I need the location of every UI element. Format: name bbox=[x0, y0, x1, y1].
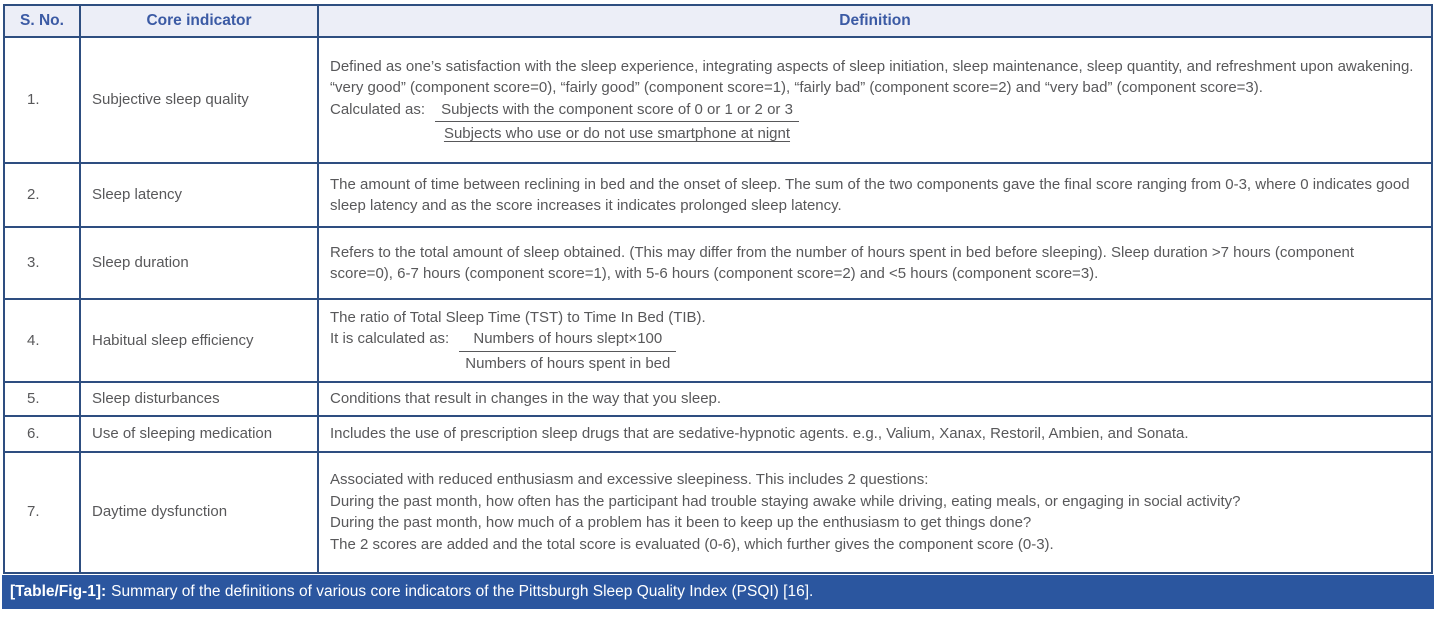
definition-text: Refers to the total amount of sleep obtained. (This may differ from the number of hours spent in bed before sleeping). Sleep duration >7 hours (component score=0), 6-7 hours (component score=1), with 5-6 hours (component score=2) and <5 hours (component score=3). bbox=[330, 243, 1355, 282]
sno-cell: 5. bbox=[4, 382, 80, 416]
definition-text: The 2 scores are added and the total score is evaluated (0-6), which further gives the component score (0-3). bbox=[330, 535, 1054, 553]
table-row bbox=[4, 382, 1432, 416]
formula-label: It is calculated as: bbox=[330, 330, 450, 348]
core-indicator-cell: Daytime dysfunction bbox=[80, 452, 318, 573]
definition-cell bbox=[318, 382, 1432, 416]
fraction bbox=[435, 99, 799, 145]
sno-cell: 2. bbox=[4, 163, 80, 227]
table-row bbox=[4, 163, 1432, 227]
sno-cell: 1. bbox=[4, 37, 80, 163]
table-row bbox=[4, 227, 1432, 299]
formula bbox=[330, 328, 1421, 374]
table-row bbox=[4, 452, 1432, 573]
table-row bbox=[4, 299, 1432, 382]
sno-cell: 6. bbox=[4, 416, 80, 452]
formula bbox=[330, 99, 1421, 145]
table-body bbox=[4, 37, 1432, 573]
definition-text: Associated with reduced enthusiasm and excessive sleepiness. This includes 2 questions: bbox=[330, 471, 929, 488]
definition-cell bbox=[318, 299, 1432, 382]
core-indicator-cell: Sleep duration bbox=[80, 227, 318, 299]
fraction-numerator: Numbers of hours slept×100 bbox=[459, 328, 676, 352]
fraction-denominator: Numbers of hours spent in bed bbox=[465, 354, 671, 372]
sno-cell: 4. bbox=[4, 299, 80, 382]
header-row bbox=[4, 5, 1432, 37]
core-indicator-cell: Subjective sleep quality bbox=[80, 37, 318, 163]
caption-label: [Table/Fig-1]: bbox=[10, 582, 107, 600]
definition-text: Conditions that result in changes in the way that you sleep. bbox=[330, 390, 722, 407]
definition-cell bbox=[318, 416, 1432, 452]
fraction bbox=[459, 328, 676, 374]
fraction-numerator: Subjects with the component score of 0 or 1 or 2 or 3 bbox=[435, 99, 799, 123]
col-header-sno: S. No. bbox=[4, 5, 80, 37]
formula-label: Calculated as: bbox=[330, 100, 426, 118]
sno-cell: 7. bbox=[4, 452, 80, 573]
definition-text: The ratio of Total Sleep Time (TST) to Time In Bed (TIB). bbox=[330, 308, 706, 326]
psqi-table bbox=[3, 4, 1433, 574]
core-indicator-cell: Habitual sleep efficiency bbox=[80, 299, 318, 382]
definition-text: Includes the use of prescription sleep drugs that are sedative-hypnotic agents. e.g., Valium, Xanax, Restoril, Ambien, and Sonata. bbox=[330, 424, 1189, 442]
sno-cell: 3. bbox=[4, 227, 80, 299]
definition-text: Defined as one’s satisfaction with the sleep experience, integrating aspects of sleep initiation, sleep maintenance, sleep quantity, and refreshment upon awakening. “very good” (component score=0), “fairly good” (component score=1), “fairly bad” (component score=2) and “very bad” (component score=3). bbox=[330, 57, 1414, 96]
definition-cell bbox=[318, 227, 1432, 299]
definition-cell bbox=[318, 452, 1432, 573]
definition-cell bbox=[318, 163, 1432, 227]
definition-text: During the past month, how often has the participant had trouble staying awake while driving, eating meals, or engaging in social activity? bbox=[330, 492, 1241, 510]
table-row bbox=[4, 37, 1432, 163]
core-indicator-cell: Sleep disturbances bbox=[80, 382, 318, 416]
core-indicator-cell: Sleep latency bbox=[80, 163, 318, 227]
caption-text: Summary of the definitions of various core indicators of the Pittsburgh Sleep Quality Index (PSQI) [16]. bbox=[111, 582, 814, 600]
definition-cell bbox=[318, 37, 1432, 163]
table-row bbox=[4, 416, 1432, 452]
core-indicator-cell: Use of sleeping medication bbox=[80, 416, 318, 452]
definition-text: During the past month, how much of a problem has it been to keep up the enthusiasm to get things done? bbox=[330, 514, 1032, 531]
definition-text: The amount of time between reclining in bed and the onset of sleep. The sum of the two components gave the final score ranging from 0-3, where 0 indicates good sleep latency and as the score increases it indicates prolonged sleep latency. bbox=[330, 175, 1410, 214]
table-caption bbox=[2, 575, 1434, 609]
col-header-core-indicator: Core indicator bbox=[80, 5, 318, 37]
fraction-denominator: Subjects who use or do not use smartphone at nignt bbox=[443, 125, 791, 142]
col-header-definition: Definition bbox=[318, 5, 1432, 37]
